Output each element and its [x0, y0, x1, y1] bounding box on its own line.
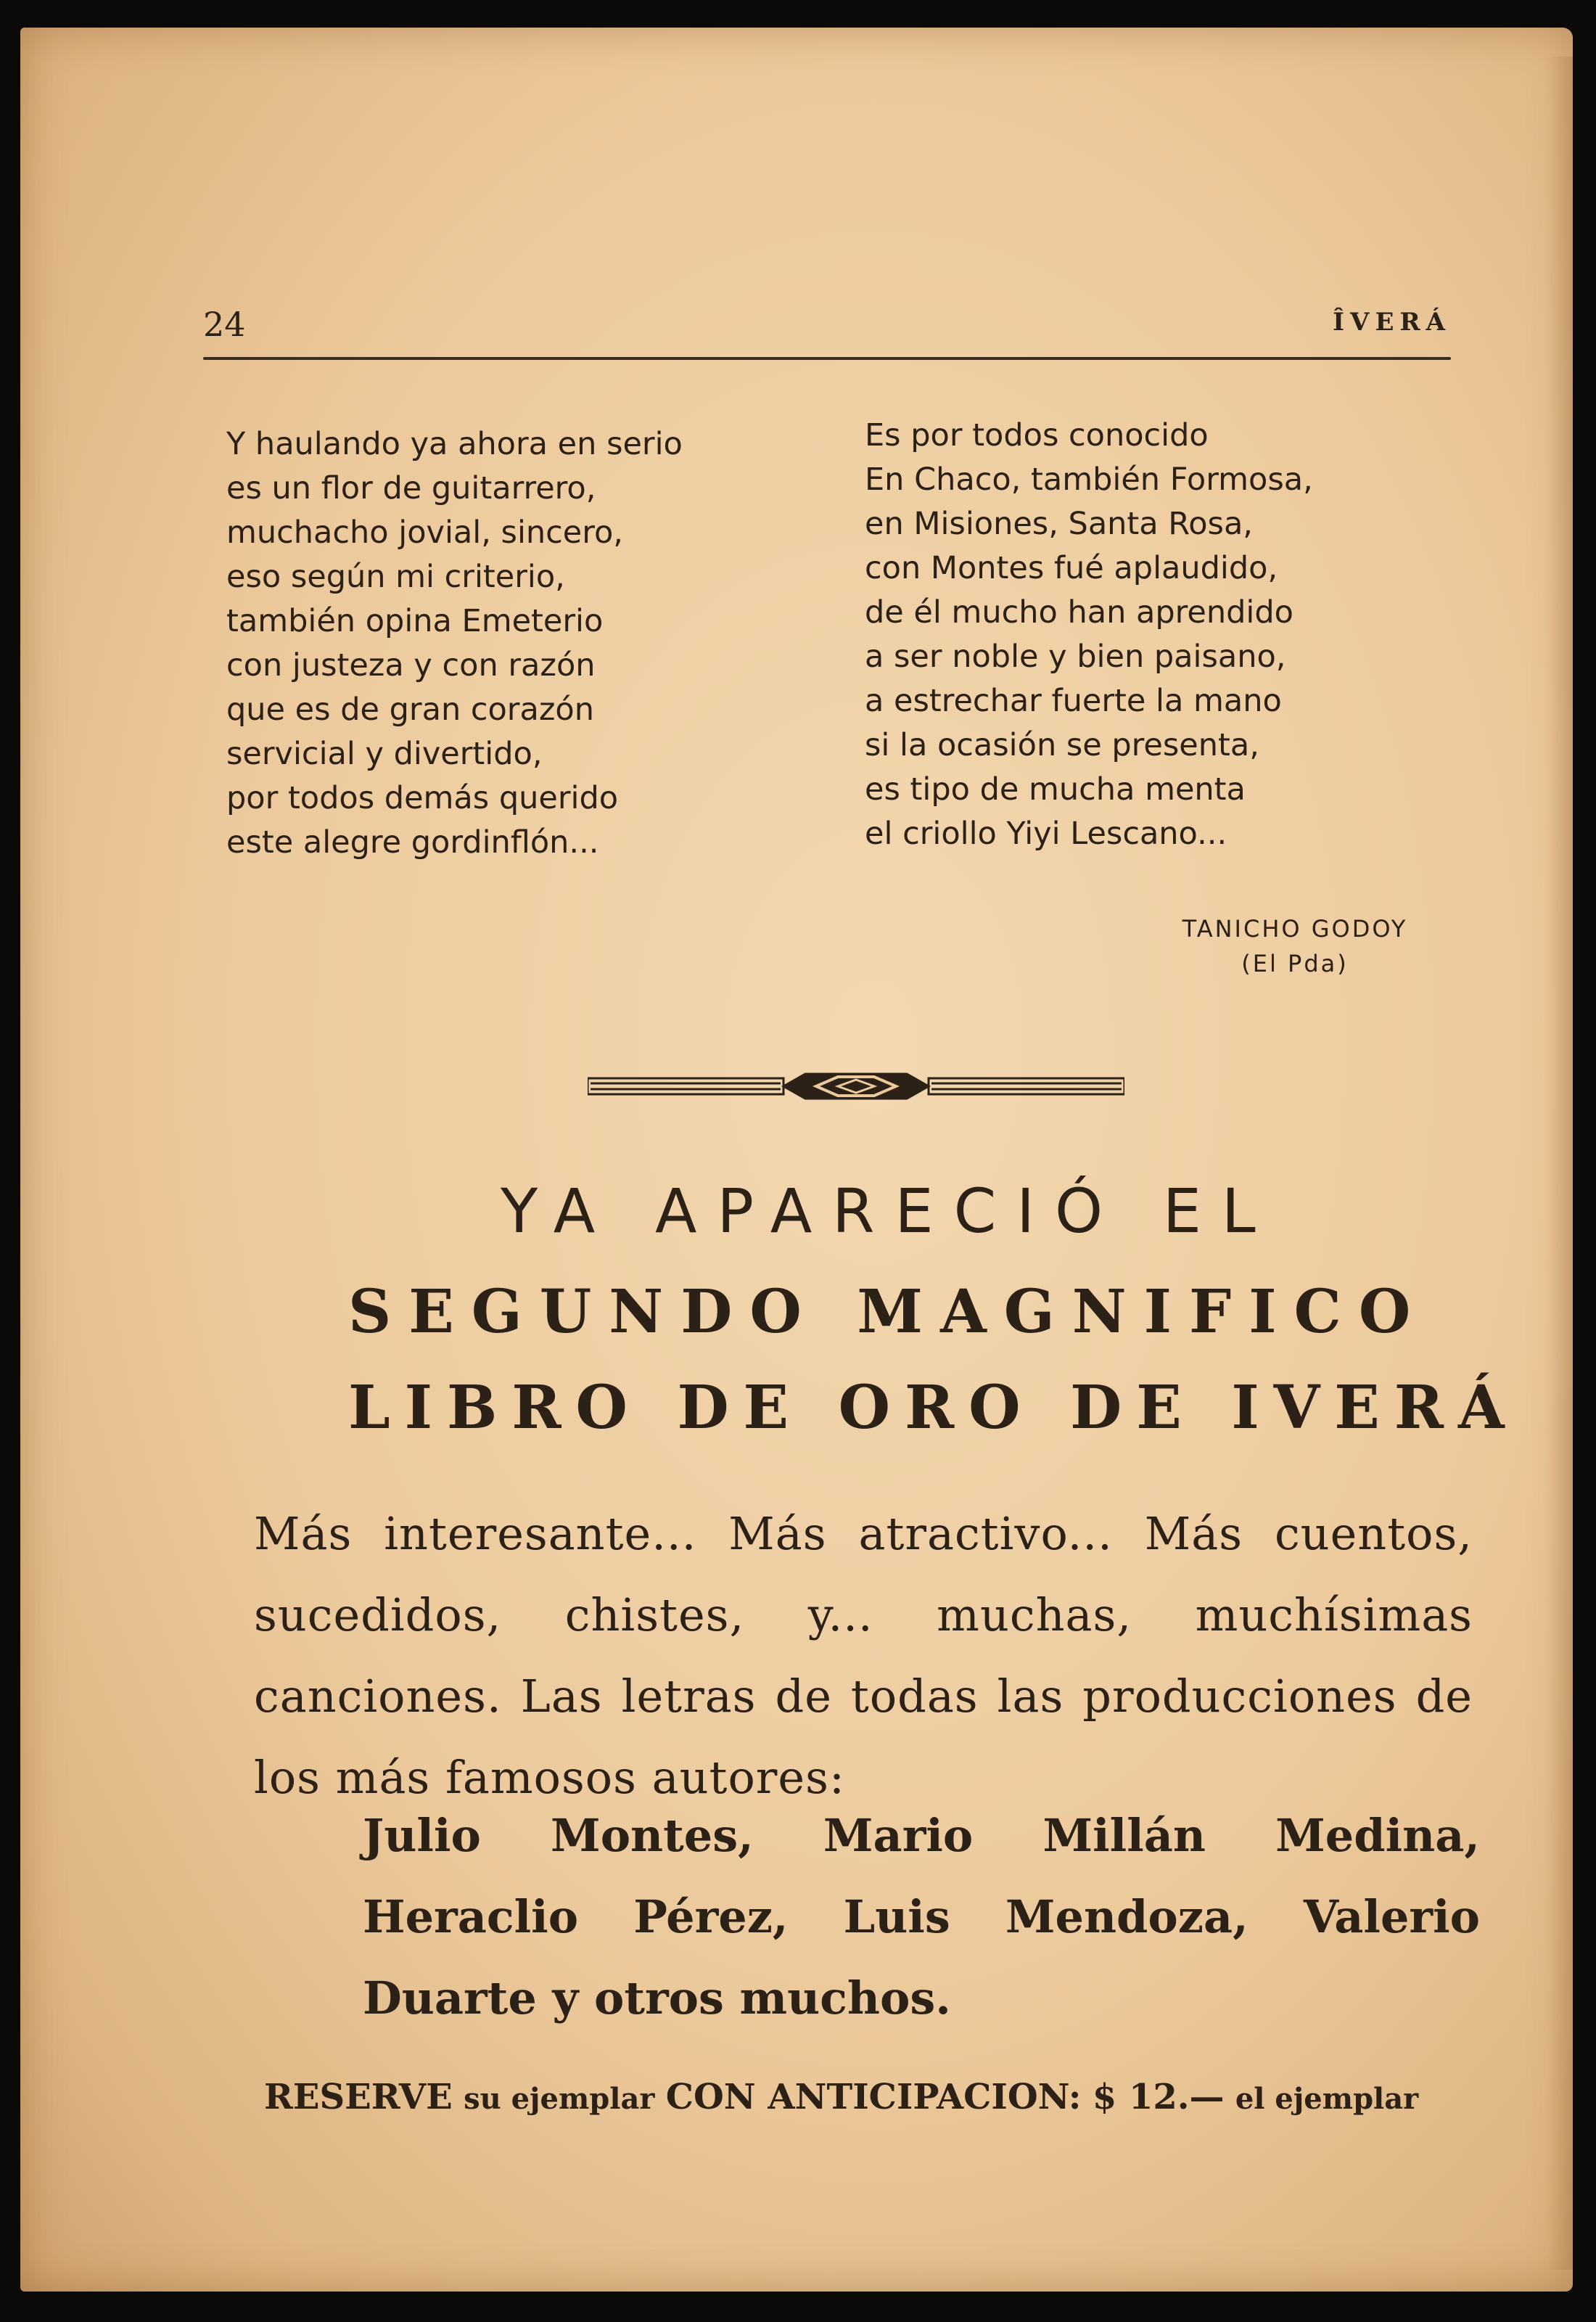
poem-line: es tipo de mucha menta [865, 771, 1246, 808]
poem-line: también opina Emeterio [226, 603, 604, 639]
running-head: ÎVERÁ [1333, 308, 1451, 337]
headline-line-1: YA APARECIÓ EL [501, 1176, 1276, 1247]
reserve-word: RESERVE [264, 2077, 453, 2117]
reserve-per-copy: el ejemplar [1235, 2082, 1419, 2116]
reserve-anticipacion: CON ANTICIPACION: [665, 2077, 1082, 2117]
poem-line: a ser noble y bien paisano, [865, 639, 1286, 675]
poem-left-stanza [226, 422, 778, 865]
poem-line: de él mucho han aprendido [865, 594, 1293, 631]
poem-line: muchacho jovial, sincero, [226, 514, 623, 551]
poem-line: servicial y divertido, [226, 736, 543, 772]
headline-line-2: SEGUNDO MAGNIFICO [348, 1277, 1428, 1347]
poem-right-stanza [865, 414, 1431, 856]
poem-line: con Montes fué aplaudido, [865, 550, 1278, 586]
poem-line: que es de gran corazón [226, 692, 594, 728]
poem-line: es un flor de guitarrero, [226, 470, 596, 506]
featured-authors: Julio Montes, Mario Millán Medina, Heraclio Pérez, Luis Mendoza, Valerio Duarte y otros muchos. [363, 1809, 1480, 2024]
poem-line: con justeza y con razón [226, 647, 596, 684]
page-number: 24 [203, 305, 246, 344]
poem-line: Y haulando ya ahora en serio [226, 426, 683, 462]
headline-line-3: LIBRO DE ORO DE IVERÁ [348, 1373, 1519, 1443]
poem-line: eso según mi criterio, [226, 559, 565, 595]
header-rule [203, 357, 1451, 360]
poem-author [1132, 911, 1458, 981]
page-edge-shadow [1547, 57, 1573, 2270]
poem-line: a estrechar fuerte la mano [865, 683, 1282, 719]
poem-line: Es por todos conocido [865, 417, 1209, 454]
poem-line: en Misiones, Santa Rosa, [865, 506, 1253, 542]
reserve-price: $ 12.— [1092, 2077, 1225, 2117]
poem-line: En Chaco, también Formosa, [865, 461, 1313, 498]
author-name: TANICHO GODOY [1182, 915, 1408, 943]
advertisement-description: Más interesante... Más atractivo... Más cuentos, sucedidos, chistes, y... muchas, muchísimas canciones. Las letras de todas las producciones de los más famosos autores: [254, 1507, 1473, 1804]
poem-line: este alegre gordinflón... [226, 824, 599, 861]
poem-line: el criollo Yiyi Lescano... [865, 816, 1227, 852]
poem-line: si la ocasión se presenta, [865, 727, 1259, 763]
author-note: (El Pda) [1241, 950, 1349, 977]
ornament-divider-icon [588, 1068, 1124, 1104]
reserve-notice [264, 2077, 1490, 2117]
page-header [203, 305, 1451, 348]
reserve-ejemplar: su ejemplar [464, 2082, 655, 2116]
poem-line: por todos demás querido [226, 780, 619, 816]
